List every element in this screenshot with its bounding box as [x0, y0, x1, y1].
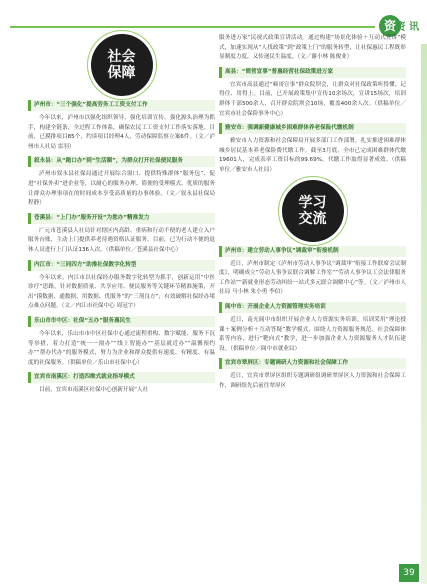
news-item-header: [219, 67, 406, 78]
news-item-body: 今年以来，乐山市市中区社保中心通过流程重构、数字赋能、服务下沉等举措，着力打造“统一一窗办”“线上智能办”“基层就近办”“温馨预约办”“帮办代办”的服务模式，努力为企业和群众提供有速度、有精度、有温度的社保服务。（供稿单位／乐山市社保中心）: [28, 330, 215, 366]
header-accent-bar: [28, 316, 31, 327]
news-item: [28, 213, 215, 256]
news-item: [28, 372, 215, 396]
header-accent-bar: [219, 302, 222, 313]
news-item: [219, 123, 406, 175]
news-item: [28, 156, 215, 208]
news-item: [28, 100, 215, 152]
study-exchange-emblem: 学习交流: [282, 180, 344, 242]
section-badge-icon: 资: [379, 15, 401, 37]
news-item-body: 目前，宜宾市南溪区社保中心创新开展“人社: [39, 387, 149, 394]
news-item-header: [28, 260, 215, 271]
news-item-body: 今年以来，内江市以社保经办服务数字化转型为抓手，创新运用“中医诊疗”思路，针对数据质量、共享应用、便民服务等关键环节精准施策，开出“摸数据、通数据、用数据、优服务”的“三剂良方”，有效破解社保经办堵点难点问题。（文／内江市社保中心 周冠宇）: [28, 274, 215, 310]
header-accent-bar: [28, 100, 31, 111]
header-accent-bar: [28, 213, 31, 224]
news-item-body: 近日，南充阆中市组织开展企业人力资源实务培训。培训采用“理论授课＋案例分析＋互动答疑”教学模式，围绕人力资源服务规范、社会保障体系等内容，进行“靶向式”教学，进一步加强企业人力资源服务人才队伍建设。（供稿单位／阆中市就业局）: [219, 316, 406, 352]
continued-article-text: 服务进万家”民视式政策宣讲活动。通过构建“场景化体验＋互动式宣讲”模式，加速实现从“人找政策”到“政策上门”的服务转型，让社保惠民工程既彰显制度力度，又传递民生温度。（文／谢小林 陈俊业）: [219, 35, 406, 61]
news-item-title: 乐山市市中区：社保“五办”服务惠民生: [34, 317, 131, 324]
right-column: [219, 34, 406, 395]
header-accent-bar: [28, 260, 31, 271]
news-item-header: [28, 100, 215, 111]
news-item-body: 广元市苍溪县人社局针对辖区内高龄、重病和行动不便的老人建立入户服务台账，主动上门提供养老待遇资格认证服务。目前，已为行动不便的退休人员进行上门认证136人次。（供稿单位／苍溪县社保中心）: [28, 227, 215, 253]
news-item-header: [28, 213, 215, 224]
news-item-title: 内江市：“三同四方”助推社保数字化转型: [34, 261, 137, 268]
news-item: [219, 358, 406, 391]
news-item-body: 近日，宜宾市翠屏区组织专题调研组调研翠屏区人力资源和社会保障工作，调研组先后前往翠屏区: [219, 373, 406, 389]
news-item-title: 阆中市：开展企业人力资源管理实务培训: [225, 303, 326, 310]
social-security-emblem: 社会保障: [91, 34, 153, 96]
news-item: [28, 260, 215, 312]
news-item-header: [219, 246, 406, 257]
page-number: 39: [399, 564, 419, 582]
news-item: [219, 302, 406, 354]
news-item-title: 宜宾市翠屏区：专题调研人力资源和社会保障工作: [225, 360, 349, 367]
news-item-title: 宜宾市南溪区：打造四维式就业指导模式: [34, 374, 135, 381]
header-rule: [10, 26, 375, 28]
news-item-body: 近日，泸州市制定《泸州市劳动人事争议“调裁审”衔接工作联席会议制度》，明确成立“劳动人事争议联合调解工作室”“劳动人事争议工会法律服务工作站”“新就业形态劳动纠纷一站式多元联合调解中心”等。（文／泸州市人社局 马小林 朱小勇 李伯）: [219, 260, 406, 296]
section-label: 资 讯: [395, 22, 419, 33]
news-item-body: 雅安市人力资源和社会保障局开展多部门工作部署，扎实推进困难群体城乡居民基本养老保险费代缴工作。截至3月底，全市已完成困难群体代缴19601人，完成表率工资目标的99.69%，代缴工作取得显著成效。（供稿单位／雅安市人社局）: [219, 138, 406, 173]
news-item-title: 苍溪县：“上门办”服务开设“为您办”精准发力: [34, 214, 150, 221]
news-item-title: 高县：“简营宣事”普惠经营社保政策进万家: [225, 68, 334, 75]
header-accent-bar: [219, 358, 222, 369]
news-item: [28, 316, 215, 368]
news-item-title: 泸州市：“三个强化”提高劳务工工资支付工作: [34, 102, 148, 108]
news-item-title: 叙永县：从“跑口办”到“生活圈”，为群众打开社保便民服务: [34, 158, 183, 165]
news-item-header: [219, 123, 406, 134]
header-accent-bar: [28, 156, 31, 167]
news-item-header: [28, 316, 215, 327]
news-item-body: 今年以来，泸州市以强化组织领导、强化培训宣传、强化源头治理为抓手，构建全链条、全过程工作体系，确保农民工工资支付工作落实落地。目前，已摸排项目85个，约谈项目经理4人，劳动保障监察立案6件。（文／泸州市人社局 雷羽）: [28, 115, 215, 150]
header-accent-bar: [219, 246, 222, 257]
header-accent-bar: [219, 67, 222, 78]
header-accent-bar: [28, 372, 31, 383]
news-item-header: [28, 156, 215, 167]
news-item-header: [219, 302, 406, 313]
news-item-header: [28, 372, 215, 383]
decorative-strip: [421, 44, 427, 584]
news-item-header: [219, 358, 406, 369]
news-item-title: 泸州市：建立劳动人事争议“调裁审”衔接机制: [225, 247, 339, 254]
header-accent-bar: [219, 123, 222, 134]
news-item: [219, 246, 406, 298]
news-item-body: 宜宾市高县通过“嘀哥宣事”群众院坝会，让群众对社保政策听得懂、记得住、用得上。目前，已开展政策集中宣传10余场次，宣讲15场次，培训群体千部500余人，召开群众院坝会10场，覆盖400余人次。（供稿单位／宜宾市社会保险事务中心）: [219, 81, 406, 117]
news-item-title: 雅安市：强调新健康城乡困难群体养老保险代缴机制: [225, 125, 354, 132]
left-column: [28, 34, 215, 400]
news-item: [219, 67, 406, 119]
news-item-body: 泸州市叙永县社保局通过开展综合窗口、提供特殊群体“服务包”、促进“社保外卖”进企业等，以耐心的服务办理、简便的受理模式、优质的服务让群众办理事项在的时间成本享受高质量的办事体验。（文／叙永县社保局 程静）: [28, 171, 215, 207]
